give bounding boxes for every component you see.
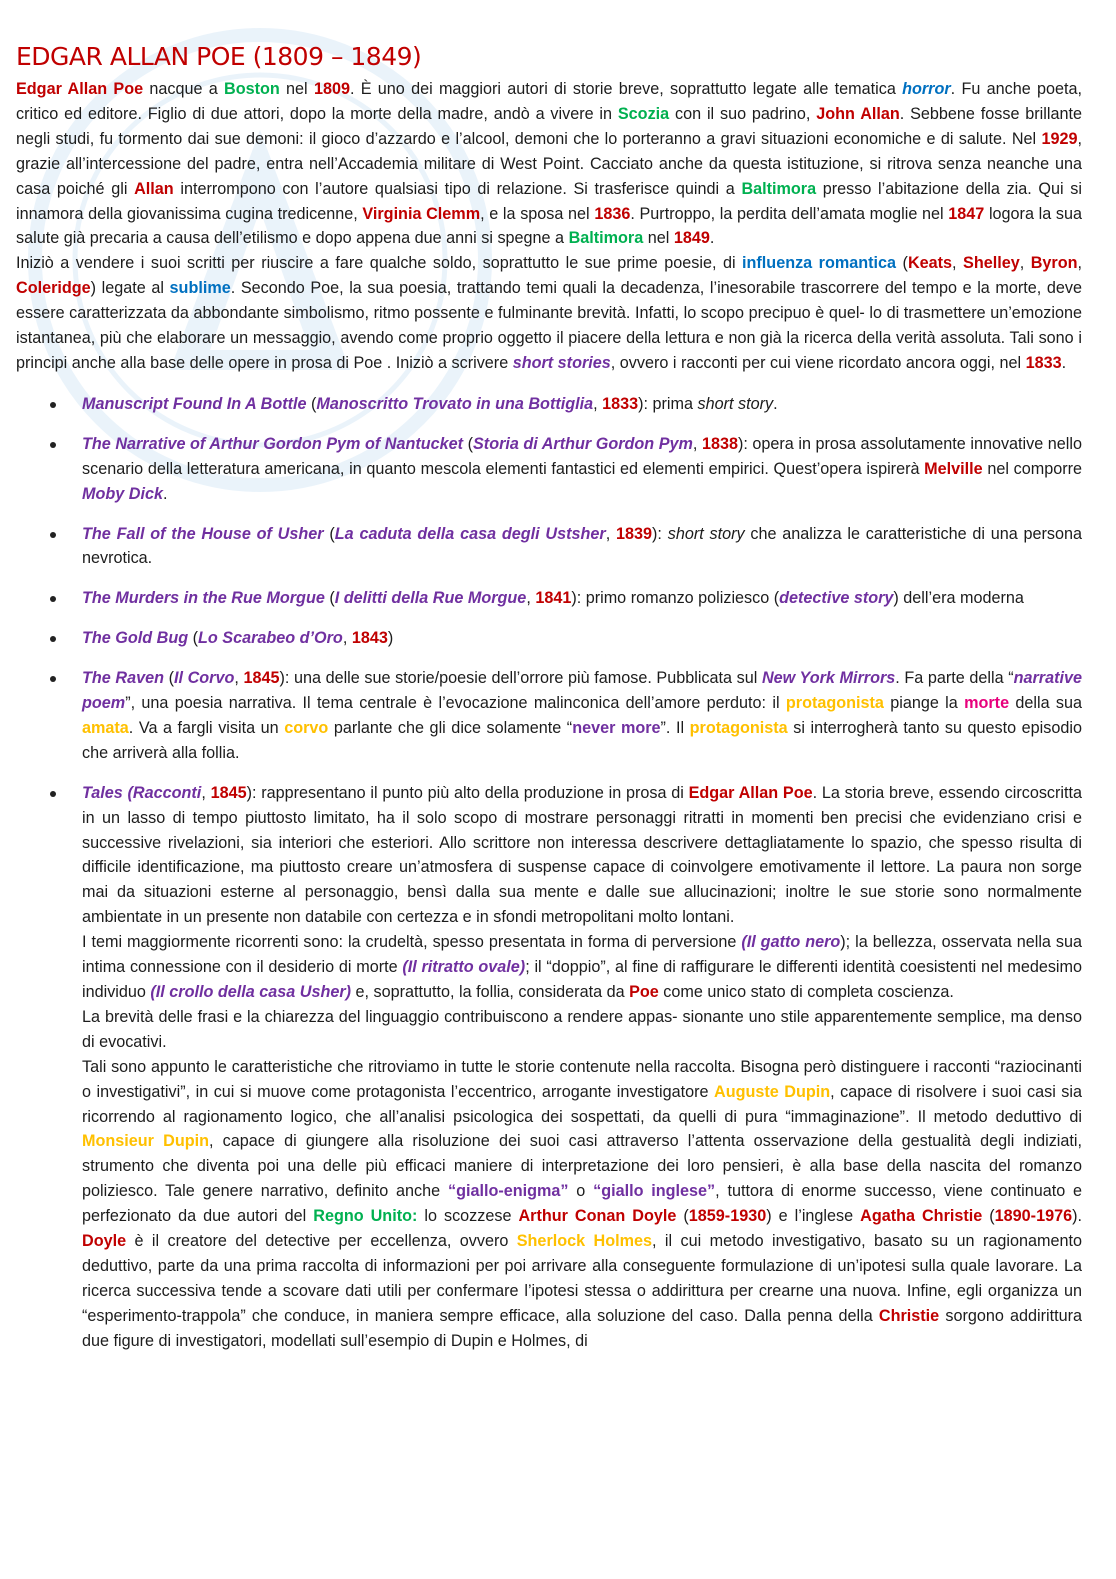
list-item: The Murders in the Rue Morgue (I delitti della Rue Morgue, 1841): primo romanzo poliziesco (detective story) dell’era moderna bbox=[16, 586, 1082, 611]
document-page bbox=[16, 42, 1082, 1369]
intro-biography: Edgar Allan Poe nacque a Boston nel 1809. È uno dei maggiori autori di storie breve, soprattutto legate alle tematica horror. Fu anche poeta, critico ed editore. Figlio di due attori, dopo la morte della madre, andò a vivere in Scozia con il suo padrino, John Allan. Sebbene fosse brillante negli studi, fu tormento dai sue demoni: il gioco d’azzardo e l’alcool, demoni che lo porteranno a gravi situazioni economiche e di salute. Nel 1929, grazie all’intercessione del padre, entra nell’Accademia militare di West Point. Cacciato anche da questa istituzione, si ritrova senza neanche una casa poiché gli Allan interrompono con l’autore qualsiasi tipo di relazione. Si trasferisce quindi a Baltimora presso l’abitazione della zia. Qui si innamora della giovanissima cugina tredicenne, Virginia Clemm, e la sposa nel 1836. Purtroppo, la perdita dell’amata moglie nel 1847 logora la sua salute già precaria a causa dell’etilismo e dopo appena due anni si spegne a Baltimora nel 1849. bbox=[16, 80, 1082, 248]
tales-paragraph: Tales (Racconti, 1845): rappresentano il punto più alto della produzione in prosa di Edgar Allan Poe. La storia breve, essendo circoscritta in un lasso di tempo piuttosto limitato, ha il solo scopo di mostrare personaggi ritratti in momenti ben precisi che evidenziano crisi e successive rivelazioni, sia interiori che esteriori. Allo scrittore non interessa descrivere dettagliatamente lo spazio, che spesso risulta di difficile identificazione, ma piuttosto creare un’atmosfera di suspense capace di coinvolgere emotivamente il lettore. La paura non sorge mai da situazioni esterne al personaggio, bensì dalla sua mente e dalle sue allucinazioni; inoltre le sue storie sono normalmente ambientate in un presente non databile con certezza e in sfondi metropolitani molto lontani. bbox=[82, 783, 1083, 927]
tales-themes: I temi maggiormente ricorrenti sono: la crudeltà, spesso presentata in forma di perversione (Il gatto nero); la bellezza, osservata nella sua intima connessione con il desiderio di morte (Il ritratto ovale); il “doppio”, al fine di raffigurare le differenti identità coesistenti nel medesimo individuo (Il crollo della casa Usher) e, soprattutto, la follia, considerata da Poe come unico stato di completa coscienza. bbox=[82, 933, 1082, 1001]
list-item bbox=[16, 781, 1082, 1354]
list-item: The Fall of the House of Usher (La caduta della casa degli Ustsher, 1839): short story che analizza le caratteristiche di una persona nevrotica. bbox=[16, 522, 1082, 572]
tales-style: La brevità delle frasi e la chiarezza del linguaggio contribuiscono a rendere appas- sionante uno stile apparentemente semplice, ma denso di evocativi. bbox=[82, 1007, 1082, 1051]
list-item: The Gold Bug (Lo Scarabeo d’Oro, 1843) bbox=[16, 626, 1082, 651]
page-title: EDGAR ALLAN POE (1809 – 1849) bbox=[16, 42, 422, 71]
tales-detective: Tali sono appunto le caratteristiche che ritroviamo in tutte le storie contenute nella raccolta. Bisogna però distinguere i racconti “raziocinanti o investigativi”, in cui si muove come protagonista l’eccentrico, arrogante investigatore Auguste Dupin, capace di risolvere i suoi casi sia ricorrendo al ragionamento logico, che all’analisi psicologica dei sospettati, da quelli di pura “immaginazione”. Il metodo deduttivo di Monsieur Dupin, capace di giungere alla risoluzione dei suoi casi attraverso l’attenta osservazione della gestualità degli indiziati, strumento che diventa poi una delle più efficaci maniere di interpretazione dei loro pensieri, è alla base della nascita del romanzo poliziesco. Tale genere narrativo, definito anche “giallo-enigma” o “giallo inglese”, tuttora di enorme successo, viene continuato e perfezionato da due autori del Regno Unito: lo scozzese Arthur Conan Doyle (1859-1930) e l’inglese Agatha Christie (1890-1976). Doyle è il creatore del detective per eccellenza, ovvero Sherlock Holmes, il cui metodo investigativo, basato su un ragionamento deduttivo, parte da una prima raccolta di informazioni per poi arrivare alla conseguente formulazione di un’ipotesi sulla quale lavorare. La ricerca successiva tende a scovare dati utili per confermare l’ipotesi stessa o addirittura per crearne una nuova. Infine, egli organizza un “esperimento-trappola” che conduce, in maniera sempre efficace, alla soluzione del caso. Dalla penna della Christie sorgono addirittura due figure di investigatori, modellati sull’esempio di Dupin e Holmes, di bbox=[82, 1057, 1083, 1350]
list-item: The Narrative of Arthur Gordon Pym of Nantucket (Storia di Arthur Gordon Pym, 1838): opera in prosa assolutamente innovative nello scenario della letteratura americana, in quanto mescola elementi fantastici ed elementi empirici. Quest’opera ispirerà Melville nel comporre Moby Dick. bbox=[16, 432, 1082, 507]
list-item: Manuscript Found In A Bottle (Manoscritto Trovato in una Bottiglia, 1833): prima short story. bbox=[16, 392, 1082, 417]
works-list bbox=[16, 392, 1082, 1354]
intro-poetry: Iniziò a vendere i suoi scritti per riuscire a fare qualche soldo, soprattutto le sue prime poesie, di influenza romantica (Keats, Shelley, Byron, Coleridge) legate al sublime. Secondo Poe, la sua poesia, trattando temi quali la decadenza, l’inesorabile trascorrere del tempo e la morte, deve essere caratterizzata da abbondante simbolismo, ritmo possente e fulminante brevità. Infatti, lo scopo precipuo è quel- lo di trasmettere un’emozione istantanea, più che elaborare un messaggio, avendo come proprio oggetto il piacere della lettura e non già la ricerca della verità assoluta. Tali sono i principi anche alla base delle opere in prosa di Poe . Iniziò a scrivere short stories, ovvero i racconti per cui viene ricordato ancora oggi, nel 1833. bbox=[16, 254, 1083, 372]
list-item: The Raven (Il Corvo, 1845): una delle sue storie/poesie dell’orrore più famose. Pubblicata sul New York Mirrors. Fa parte della “narrative poem”, una poesia narrativa. Il tema centrale è l’evocazione malinconica dell’amore perduto: il protagonista piange la morte della sua amata. Va a fargli visita un corvo parlante che gli dice solamente “never more”. Il protagonista si interrogherà tanto su questo episodio che arriverà alla follia. bbox=[16, 666, 1082, 766]
